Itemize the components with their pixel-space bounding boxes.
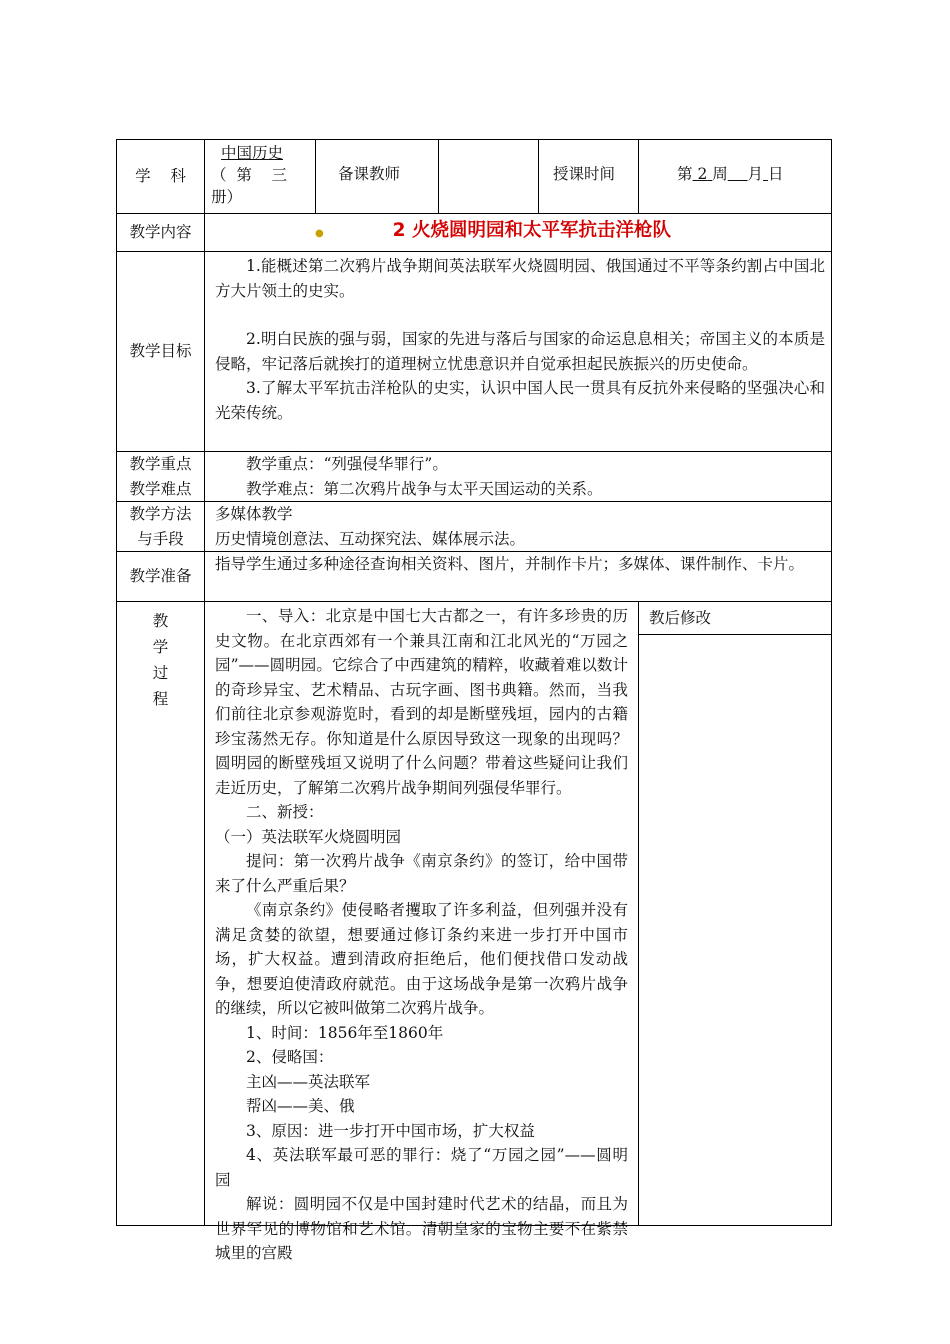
process-label (117, 602, 205, 1226)
keypoints-value (205, 452, 832, 502)
process-paragraph: 4、英法联军最可恶的罪行：烧了“万园之园”——圆明园 (215, 1146, 628, 1189)
header-row (117, 140, 832, 214)
week-prefix: 第 (677, 165, 693, 183)
subject-volume-line1: （ 第 三 (211, 166, 288, 184)
methods-label-line2: 与手段 (137, 529, 184, 548)
goals-row (117, 252, 832, 452)
keypoints-label-difficult: 教学难点 (129, 479, 192, 498)
process-paragraph: 解说：圆明园不仅是中国封建时代艺术的结晶，而且为世界罕见的博物馆和艺术馆。清朝皇家的宝物主要不在紫禁城里的宫殿 (215, 1195, 628, 1262)
teacher-value (439, 140, 539, 214)
subject-name: 中国历史 (221, 144, 284, 162)
key-point: 教学重点：“列强侵华罪行”。 (246, 455, 448, 473)
process-label-char: 学 (152, 638, 169, 656)
month-word: 月 (747, 165, 764, 183)
process-paragraph: 3、原因：进一步打开中国市场，扩大权益 (246, 1121, 535, 1140)
time-value (639, 140, 832, 214)
methods-label (117, 502, 205, 552)
methods-label-line1: 教学方法 (129, 505, 192, 523)
difficult-point: 教学难点：第二次鸦片战争与太平天国运动的关系。 (246, 479, 603, 498)
lesson-plan-table (116, 139, 832, 1262)
content-value (205, 214, 832, 252)
keypoints-row (117, 452, 832, 502)
revision-label: 教后修改 (639, 602, 831, 635)
prep-value (205, 552, 832, 602)
prep-row (117, 552, 832, 602)
process-text-box (205, 602, 638, 1262)
goal-spacer (215, 303, 825, 327)
prep-text: 指导学生通过多种途径查询相关资料、图片，并制作卡片；多媒体、课件制作、卡片。 (215, 555, 805, 573)
week-number (693, 165, 713, 183)
goals-label: 教学目标 (117, 252, 205, 452)
process-label-vertical (117, 602, 204, 712)
process-paragraph: 1、时间：1856年至1860年 (246, 1023, 444, 1042)
process-label-char: 程 (152, 690, 169, 708)
keypoints-label-key: 教学重点 (129, 455, 192, 473)
revision-column (639, 602, 832, 1226)
process-paragraph: 主凶——英法联军 (246, 1072, 371, 1091)
goals-value (205, 252, 832, 452)
decor-dot: ● (315, 227, 324, 239)
goal-item-1: 1.能概述第二次鸦片战争期间英法联军火烧圆明园、俄国通过不平等条约割占中国北方大片领土的史实。 (215, 257, 825, 300)
day-word: 日 (767, 165, 784, 183)
method-line-2: 历史情境创意法、互动探究法、媒体展示法。 (215, 529, 526, 548)
goal-item-2: 2.明白民族的强与弱，国家的先进与落后与国家的命运息息相关；帝国主义的本质是侵略，牢记落后就挨打的道理树立忧患意识并自觉承担起民族振兴的历史使命。 (215, 330, 825, 373)
prep-label: 教学准备 (117, 552, 205, 602)
process-label-char: 过 (152, 664, 169, 682)
subject-label: 学 科 (117, 140, 205, 214)
lesson-title: 2 火烧圆明园和太平军抗击洋枪队 (392, 219, 671, 241)
method-line-1: 多媒体教学 (215, 505, 293, 523)
process-paragraph: 一、导入：北京是中国七大古都之一，有许多珍贵的历史文物。在北京西郊有一个兼具江南和江北风光的“万园之园”——圆明园。它综合了中西建筑的精粹，收藏着难以数计的奇珍异宝、艺术精品、古玩字画、图书典籍。然而，当我们前往北京参观游览时，看到的却是断壁残垣，园内的古籍珍宝荡然无存。你知道是什么原因导致这一现象的出现吗？圆明园的断壁残垣又说明了什么问题？带着这些疑问让我们走近历史，了解第二次鸦片战争期间列强侵华罪行。 (215, 607, 628, 797)
process-content (205, 602, 639, 1262)
methods-row (117, 502, 832, 552)
subject-value (205, 140, 316, 214)
teacher-label (316, 140, 439, 214)
teacher-label-text: 备课教师 (338, 165, 401, 183)
keypoints-label (117, 452, 205, 502)
process-label-char: 教 (152, 612, 169, 630)
process-paragraph: 提问：第一次鸦片战争《南京条约》的签订，给中国带来了什么严重后果？ (215, 852, 628, 895)
process-paragraph: （一）英法联军火烧圆明园 (215, 827, 402, 846)
process-paragraph: 《南京条约》使侵略者攫取了许多利益，但列强并没有满足贪婪的欲望，想要通过修订条约来进一步打开中国市场，扩大权益。遭到清政府拒绝后，他们便找借口发动战争，想要迫使清政府就范。由于这场战争是第一次鸦片战争的继续，所以它被叫做第二次鸦片战争。 (215, 901, 628, 1017)
process-row (117, 602, 832, 1226)
content-label: 教学内容 (117, 214, 205, 252)
content-row (117, 214, 832, 252)
process-paragraph: 2、侵略国： (246, 1048, 334, 1066)
goal-item-3: 3.了解太平军抗击洋枪队的史实，认识中国人民一贯具有反抗外来侵略的坚强决心和光荣传统。 (215, 379, 825, 422)
time-label-text: 授课时间 (553, 165, 616, 183)
process-paragraph: 二、新授： (246, 803, 324, 821)
week-word: 周 (712, 165, 728, 183)
subject-volume-line2: 册） (211, 188, 243, 206)
month-blank (728, 165, 748, 183)
methods-value (205, 502, 832, 552)
week-number-text: 2 (697, 165, 708, 183)
process-paragraph: 帮凶——美、俄 (246, 1097, 355, 1115)
time-label (539, 140, 639, 214)
